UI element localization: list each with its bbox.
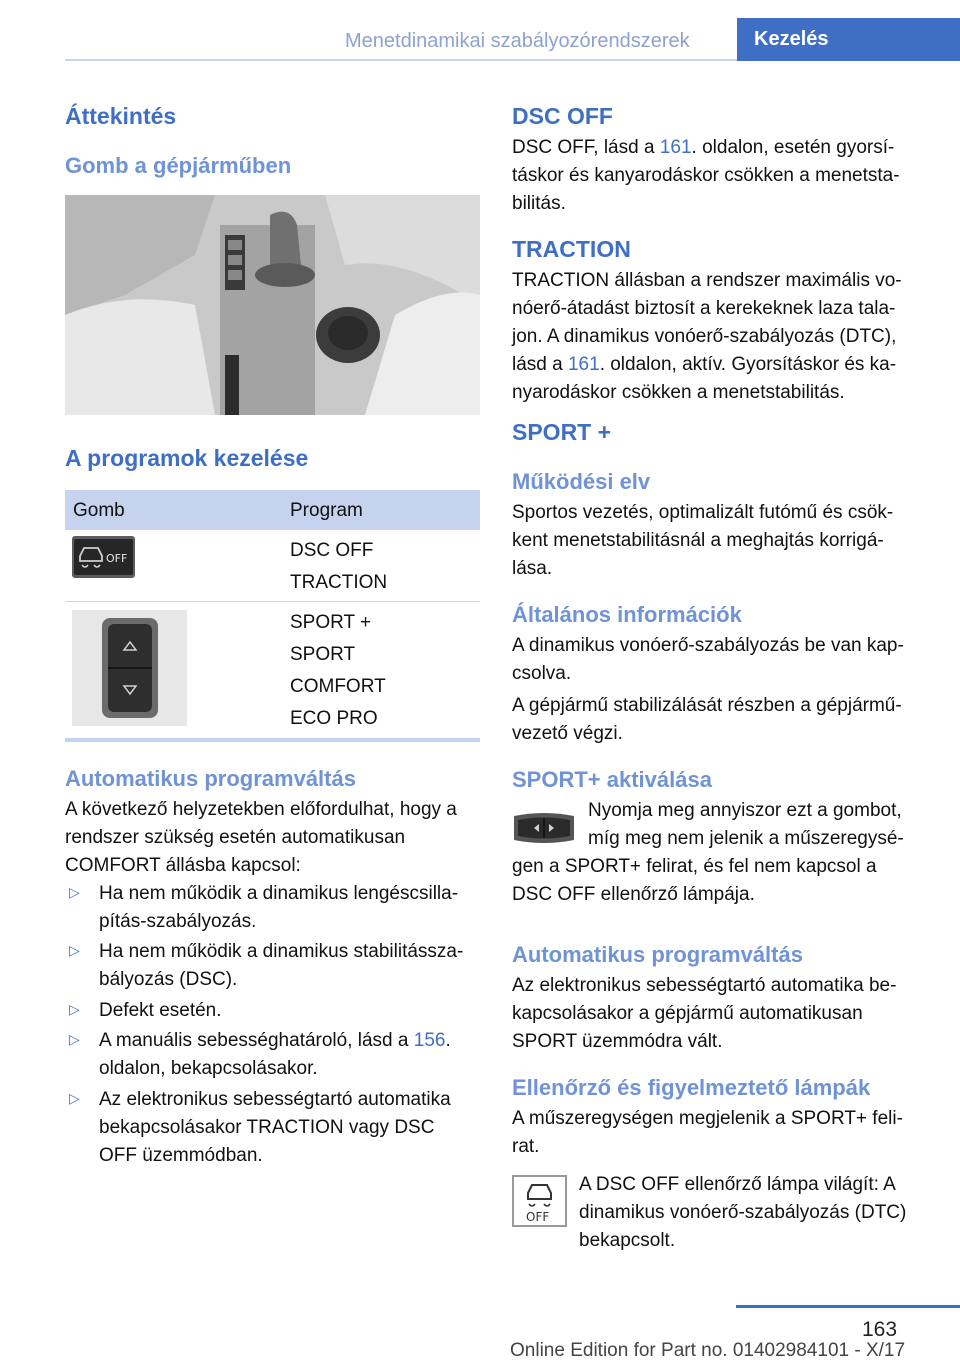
- principle-line1: Sportos vezetés, optimalizált futómű és csök-: [512, 502, 894, 523]
- lamps-text: [512, 1105, 903, 1161]
- auto-switch-right-text: [512, 972, 896, 1056]
- list-item1-line1: Ha nem működik a dinamikus lengéscsilla-: [99, 883, 459, 904]
- table-row1-item1: DSC OFF: [290, 540, 374, 561]
- list-item4-dot: .: [445, 1030, 451, 1051]
- list-item5-line2: bekapcsolásakor TRACTION vagy DSC: [99, 1117, 435, 1138]
- table-row2-item1: SPORT +: [290, 612, 372, 633]
- edition-note: Online Edition for Part no. 01402984101 - X/17: [510, 1340, 906, 1361]
- table-row2-item4: ECO PRO: [290, 708, 378, 729]
- general-info-heading: Általános információk: [512, 602, 742, 627]
- general-line4: vezető végzi.: [512, 723, 623, 744]
- lamps-indicator-text: [579, 1171, 906, 1255]
- table-header-row: [65, 490, 480, 530]
- auto-switch-heading-left: Automatikus programváltás: [65, 766, 356, 791]
- traction-line5: nyarodáskor csökken a menetstabilitás.: [512, 382, 845, 403]
- table-row2-item3: COMFORT: [290, 676, 386, 697]
- list-item2-line1: Ha nem működik a dinamikus stabilitássza-: [99, 941, 464, 962]
- list-item5-line1: Az elektronikus sebességtartó automatika: [99, 1089, 451, 1110]
- principle-text: [512, 499, 893, 583]
- list-item2-line2: bályozás (DSC).: [99, 969, 238, 990]
- page-number: 163: [862, 1318, 898, 1341]
- traction-line1: TRACTION állásban a rendszer maximális vo-: [512, 270, 902, 291]
- header-chapter-tab: [737, 18, 960, 61]
- table-col-button: Gomb: [73, 500, 125, 521]
- traction-line4b: . oldalon, aktív. Gyorsításkor és ka-: [599, 354, 897, 375]
- table-row2-item2: SPORT: [290, 644, 356, 665]
- page-link-161-a[interactable]: 161: [659, 137, 692, 158]
- triangle-bullet-icon: ▷: [69, 1090, 80, 1106]
- lamps-line2: rat.: [512, 1136, 540, 1157]
- mode-switch-small-image: [512, 812, 576, 844]
- general-line3: A gépjármű stabilizálását részben a gépjármű-: [512, 695, 902, 716]
- page-link-156[interactable]: 156: [413, 1030, 446, 1051]
- lamp-icon-label: OFF: [526, 1210, 550, 1224]
- list-item4-text: A manuális sebességhatároló, lásd a: [99, 1030, 414, 1051]
- table-col-program: Program: [290, 500, 363, 521]
- general-info-text: [512, 632, 904, 748]
- lamps-line4: dinamikus vonóerő-szabályozás (DTC): [579, 1202, 907, 1223]
- triangle-bullet-icon: ▷: [69, 1031, 80, 1047]
- page-link-161-b[interactable]: 161: [567, 354, 600, 375]
- auto-right-line3: SPORT üzemmódra vált.: [512, 1031, 723, 1052]
- sport-plus-heading: SPORT +: [512, 419, 612, 445]
- lamps-line1: A műszeregységen megjelenik a SPORT+ feli-: [512, 1108, 903, 1129]
- lamps-line5: bekapcsolt.: [579, 1230, 676, 1251]
- programs-heading: A programok kezelése: [65, 445, 309, 471]
- activate-line3: gen a SPORT+ felirat, és fel nem kapcsol a: [512, 856, 877, 877]
- button-in-vehicle-heading: Gomb a gépjárműben: [65, 153, 292, 178]
- table-row-divider: [65, 601, 480, 602]
- dsc-off-button-image: [72, 536, 135, 578]
- sport-plus-activate-heading: SPORT+ aktiválása: [512, 767, 712, 792]
- activate-line1: Nyomja meg annyiszor ezt a gombot,: [588, 800, 902, 821]
- center-console-photo: [65, 195, 480, 415]
- list-item5-line3: OFF üzemmódban.: [99, 1145, 263, 1166]
- dsc-line2: táskor és kanyarodáskor csökken a menetsta-: [512, 165, 900, 186]
- principle-heading: Működési elv: [512, 469, 651, 494]
- auto-intro-line2: rendszer szükség esetén automatikusan: [65, 827, 406, 848]
- header-section-title: Menetdinamikai szabályozórendszerek: [345, 30, 690, 52]
- activate-text-indented: [588, 797, 904, 853]
- dsc-off-text: [512, 134, 900, 218]
- auto-switch-intro: [65, 796, 480, 880]
- dsc-line3: bilitás.: [512, 193, 566, 214]
- auto-right-line2: kapcsolásakor a gépjármű automatikusan: [512, 1003, 863, 1024]
- header-chapter-label: Kezelés: [754, 28, 829, 50]
- triangle-bullet-icon: ▷: [69, 942, 80, 958]
- auto-right-line1: Az elektronikus sebességtartó automatika be-: [512, 975, 897, 996]
- general-line1: A dinamikus vonóerő-szabályozás be van kap-: [512, 635, 904, 656]
- activate-line2: míg meg nem jelenik a műszeregysé-: [588, 828, 904, 849]
- dsc-off-lamp-icon: [512, 1175, 567, 1227]
- traction-line4a: lásd a: [512, 354, 568, 375]
- list-item3-line1: Defekt esetén.: [99, 1000, 222, 1021]
- dsc-off-icon-label: OFF: [106, 552, 128, 565]
- auto-intro-line3: COMFORT állásba kapcsol:: [65, 855, 301, 876]
- overview-heading: Áttekintés: [65, 103, 177, 129]
- traction-line2: nóerő-átadást biztosít a kerekeknek laza tala-: [512, 298, 896, 319]
- principle-line3: lása.: [512, 558, 553, 579]
- activate-text: [512, 853, 877, 909]
- triangle-bullet-icon: ▷: [69, 884, 80, 900]
- dsc-off-heading: DSC OFF: [512, 103, 613, 129]
- activate-line4: DSC OFF ellenőrző lámpája.: [512, 884, 755, 905]
- footer-rule: [736, 1305, 960, 1308]
- traction-line3: jon. A dinamikus vonóerő-szabályozás (DTC),: [512, 326, 897, 347]
- dsc-line1b: . oldalon, esetén gyorsí-: [691, 137, 895, 158]
- auto-switch-heading-right: Automatikus programváltás: [512, 942, 803, 967]
- table-bottom-rule: [65, 738, 480, 742]
- lamps-line3: A DSC OFF ellenőrző lámpa világít: A: [579, 1174, 896, 1195]
- auto-intro-line1: A következő helyzetekben előfordulhat, hogy a: [65, 799, 457, 820]
- driving-mode-switch-image: [72, 610, 187, 726]
- traction-heading: TRACTION: [512, 236, 631, 262]
- list-item4-line2: oldalon, bekapcsolásakor.: [99, 1058, 318, 1079]
- list-item1-line2: pítás-szabályozás.: [99, 911, 257, 932]
- triangle-bullet-icon: ▷: [69, 1001, 80, 1017]
- general-line2: csolva.: [512, 663, 572, 684]
- lamps-heading: Ellenőrző és figyelmeztető lámpák: [512, 1075, 871, 1100]
- table-row1-item2: TRACTION: [290, 572, 388, 593]
- traction-text: [512, 267, 902, 407]
- principle-line2: kent menetstabilitásnál a meghajtás korrigá-: [512, 530, 884, 551]
- dsc-line1a: DSC OFF, lásd a: [512, 137, 660, 158]
